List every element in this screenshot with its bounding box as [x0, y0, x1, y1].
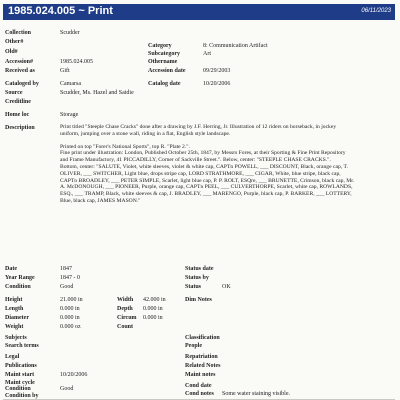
- subjects-label: Subjects: [5, 335, 27, 341]
- cataloged-by-value: Camarsa: [60, 81, 81, 87]
- description-paragraph: Printed on top "Forer's National Sports", top R. "Plate 2.".: [60, 143, 190, 150]
- circum-label: Circum: [117, 315, 137, 321]
- repatriation-label: Repatriation: [185, 354, 218, 360]
- description-paragraph: Print titled "Steeple Chase Cracks" done after a drawing by J.F. Herring, Jr. Illustration of 12 riders on horseback, in jockey uniform, jumping over a stone wall, riding in a flat, English style landscape.: [60, 124, 337, 137]
- home-loc-label: Home loc: [5, 112, 30, 118]
- maint-cycle-label: Maint cycle: [5, 380, 35, 386]
- status-label: Status: [185, 284, 202, 290]
- classification-label: Classification: [185, 335, 220, 341]
- othername-label: Othername: [148, 59, 178, 65]
- cond-notes-value: Some water staining visible.: [222, 391, 290, 397]
- subcategory-value: Art: [203, 51, 211, 57]
- count-label: Count: [117, 324, 134, 330]
- dim-notes-label: Dim Notes: [185, 297, 212, 303]
- maint-start-label: Maint start: [5, 372, 35, 378]
- year-range-label: Year Range: [5, 275, 35, 281]
- catalog-date-label: Catalog date: [148, 81, 181, 87]
- length-label: Length: [5, 306, 24, 312]
- depth-value: 0.000 in: [143, 306, 163, 312]
- year-range-value: 1847 - 0: [60, 275, 80, 281]
- other-number-label: Other#: [5, 39, 24, 45]
- weight-value: 0.000 oz: [60, 324, 81, 330]
- description-text: [60, 124, 355, 205]
- related-notes-label: Related Notes: [185, 363, 221, 369]
- received-as-label: Received as: [5, 68, 35, 74]
- maint-notes-label: Maint notes: [185, 372, 216, 378]
- accession-date-label: Accession date: [148, 68, 186, 74]
- height-value: 21.000 in: [60, 297, 83, 303]
- diameter-label: Diameter: [5, 315, 29, 321]
- condition-value: Good: [60, 284, 74, 290]
- collection-label: Collection: [5, 30, 31, 36]
- category-label: Category: [148, 43, 172, 49]
- depth-label: Depth: [117, 306, 133, 312]
- status-by-label: Status by: [185, 275, 209, 281]
- cond-notes-label: Cond notes: [185, 391, 214, 397]
- accession-number-value: 1985.024.005: [60, 59, 93, 65]
- height-label: Height: [5, 297, 23, 303]
- maint-condition-label: Condition: [5, 386, 31, 392]
- width-value: 42.000 in: [143, 297, 166, 303]
- catalog-date-value: 10/20/2006: [203, 81, 231, 87]
- description-paragraph: Fine print under illustration: London, Published October 25th, 1847, by Messrs Fores, at their Sporting & Fine Print Repository and Frame Manufactory, 41 PICCADILLY, Corner of Sackville Street.". Below, center: "STEEPLE CHASE CRACKS.".: [60, 150, 346, 164]
- search-terms-label: Search terms: [5, 343, 39, 349]
- publications-label: Publications: [5, 363, 37, 369]
- category-value: 8: Communication Artifact: [203, 43, 268, 49]
- description-paragraph: Bottom, center: "SALUTE, Violet, white sleeves, violet & white cap, CAPTn POWELL, ___ DISCOUNT, Black, orange cap, T. OLIVER, ___ SWITCHER, Light blue, drops stripe cap, LORD STRATHMORE, ___ CIGAR, White, blue stripe, black cap, CAPTn BROADLEY, ___ PETER SIMPLE, Scarlet, light blue cap, P. P. ROLT, ESQre, ___ BRUNETTE, Crimson, black cap, Mr. A. McDONOUGH, ___ PIONEER, Purple, orange cap, CAPTn PEEL, ___ CULVERTHORPE, Scarlet, white cap, ROWLANDS, ESQ., ___ TRAMP, Black, white sleeves & cap, J. BRADLEY, ___ MARENGO, Purple, black cap, P. BARKER, ___ LOTTERY, Blue, black cap, JAMES MASON.": [60, 163, 355, 204]
- status-date-label: Status date: [185, 266, 214, 272]
- cond-date-label: Cond date: [185, 383, 212, 389]
- weight-label: Weight: [5, 324, 24, 330]
- old-number-label: Old#: [5, 49, 18, 55]
- accession-number-label: Accession#: [5, 59, 33, 65]
- maint-condition-value: Good: [60, 386, 74, 392]
- cataloged-by-label: Cataloged by: [5, 81, 39, 87]
- diameter-value: 0.000 in: [60, 315, 80, 321]
- received-as-value: Gift: [60, 68, 70, 74]
- record-header-bar: [3, 4, 395, 20]
- date-label: Date: [5, 266, 17, 272]
- condition-label: Condition: [5, 284, 31, 290]
- description-label: Description: [5, 125, 35, 131]
- source-label: Source: [5, 90, 23, 96]
- condition-by-label: Condition by: [5, 393, 39, 399]
- width-label: Width: [117, 297, 134, 303]
- subcategory-label: Subcategory: [148, 51, 180, 57]
- accession-date-value: 09/29/2003: [203, 68, 231, 74]
- length-value: 0.000 in: [60, 306, 80, 312]
- print-date: 06/11/2023: [361, 8, 391, 14]
- creditline-label: Creditline: [5, 99, 31, 105]
- home-loc-value: Storage: [60, 112, 79, 118]
- record-title: 1985.024.005 ~ Print: [8, 5, 113, 17]
- status-value: OK: [222, 284, 231, 290]
- maint-start-value: 10/20/2006: [60, 372, 88, 378]
- people-label: People: [185, 343, 202, 349]
- circum-value: 0.000 in: [143, 315, 163, 321]
- collection-value: Scudder: [60, 30, 80, 36]
- date-value: 1847: [60, 266, 72, 272]
- legal-label: Legal: [5, 354, 20, 360]
- source-value: Scudder, Ms. Hazel and Saidie: [60, 90, 134, 96]
